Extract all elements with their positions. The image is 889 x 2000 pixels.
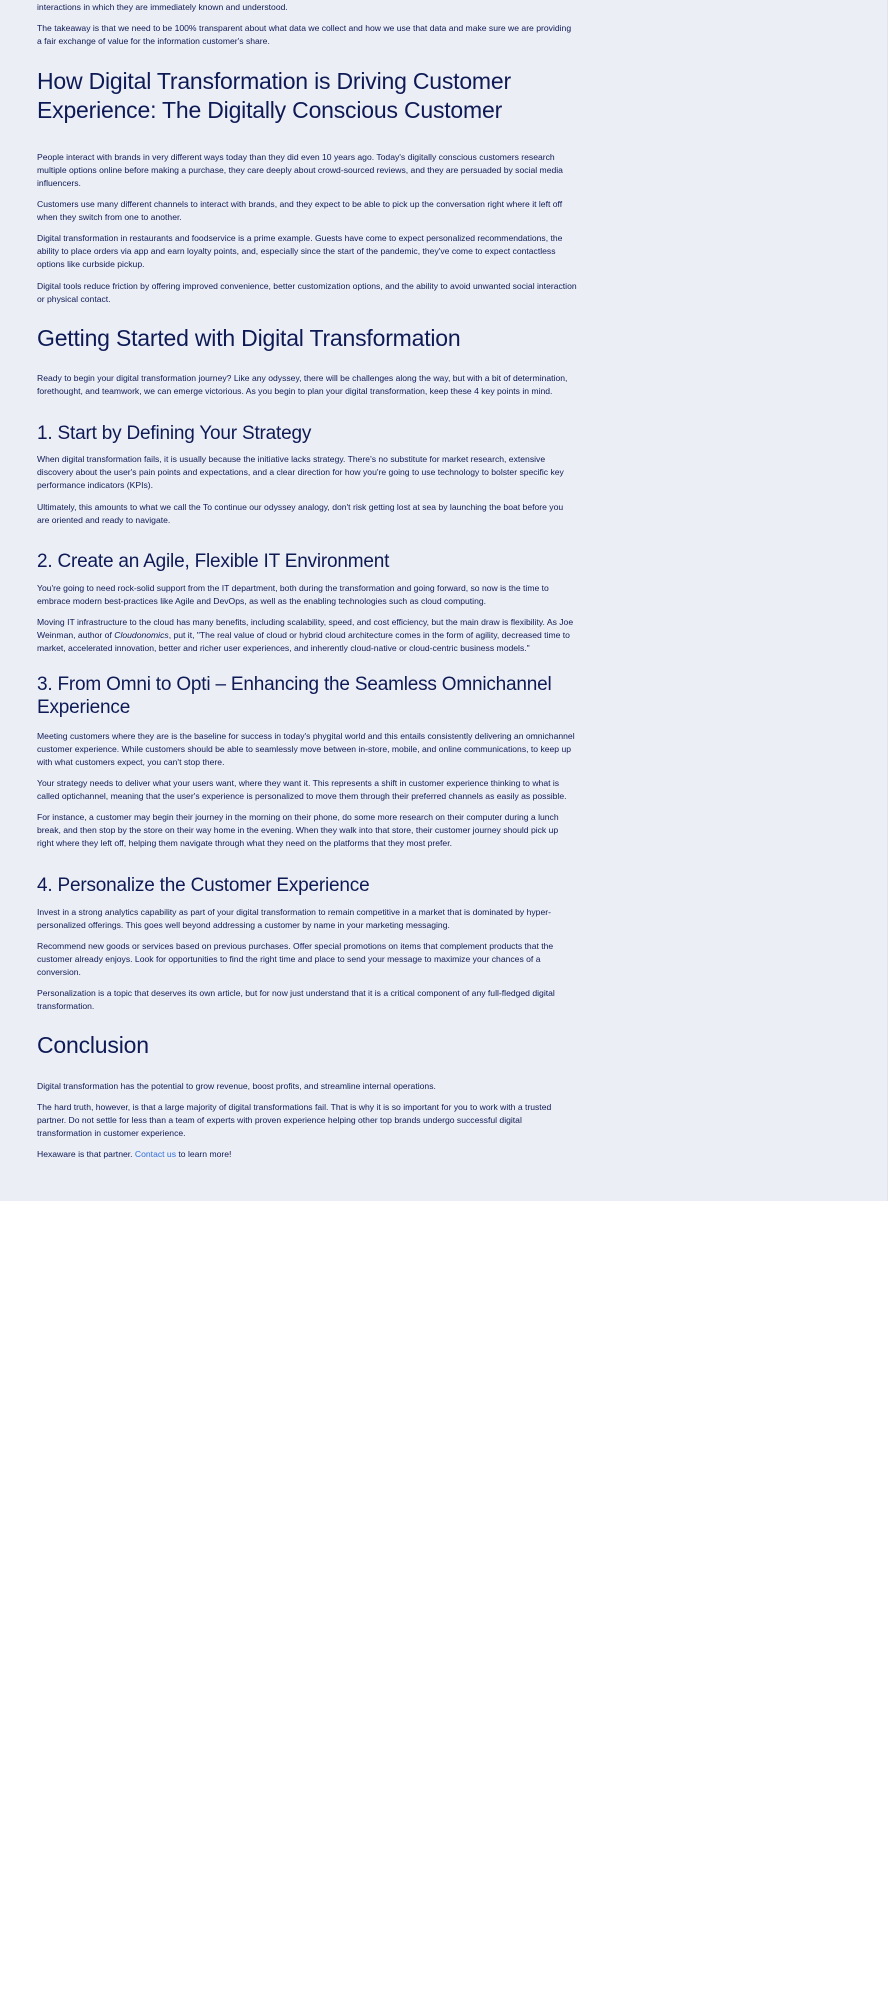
step-3-paragraph-2: Your strategy needs to deliver what your users want, where they want it. This represents a shift in customer experience thinking to what is called optichannel, meaning that the user's experience is personalized to move them through their preferred channels as easily as possible.	[37, 778, 567, 802]
contact-us-link[interactable]: Contact us	[134, 1149, 177, 1159]
intro-paragraph-1: interactions in which they are immediately known and understood.	[37, 2, 288, 12]
conclusion-paragraph-3-text-b: to learn more!	[176, 1149, 232, 1159]
getting-started-paragraph: Ready to begin your digital transformation journey? Like any odyssey, there will be challenges along the way, but with a bit of determination, forethought, and teamwork, we can emerge victorious. As you begin to plan your digital transformation, keep these 4 key points in mind.	[37, 373, 568, 397]
step-4-paragraph-2: Recommend new goods or services based on previous purchases. Offer special promotions on items that complement products that the customer already enjoys. Look for opportunities to find the right time and place to send your message to maximize your chances of a conversion.	[37, 941, 554, 978]
step-4-paragraph-1: Invest in a strong analytics capability as part of your digital transformation to remain competitive in a market that is dominated by hyper-personalized offerings. This goes well beyond addressing a customer by name in your marketing messaging.	[37, 907, 551, 931]
heading-step-4-personalize: 4. Personalize the Customer Experience	[37, 875, 370, 896]
step-1-paragraph-1: When digital transformation fails, it is usually because the initiative lacks strategy. There's no substitute for market research, extensive discovery about the user's pain points and expectations, and a clear direction for how you're going to use technology to bolster specific key performance indicators (KPIs).	[37, 454, 564, 491]
heading-getting-started: Getting Started with Digital Transformation	[37, 325, 461, 351]
digitally-conscious-paragraph-4: Digital tools reduce friction by offering improved convenience, better customization options, and the ability to avoid unwanted social interaction or physical contact.	[37, 281, 577, 305]
heading-conclusion: Conclusion	[37, 1032, 149, 1058]
conclusion-paragraph-3-text-a: Hexaware is that partner.	[37, 1149, 135, 1159]
conclusion-paragraph-3	[37, 1148, 577, 1161]
conclusion-paragraph-2: The hard truth, however, is that a large majority of digital transformations fail. That is why it is so important for you to work with a trusted partner. Do not settle for less than a team of experts with proven experience helping other top brands undergo successful digital transformation in customer experience.	[37, 1102, 552, 1139]
step-3-paragraph-1: Meeting customers where they are is the baseline for success in today's phygital world and this entails consistently delivering an omnichannel customer experience. While customers should be able to seamlessly move between in-store, mobile, and online communications, to keep up with what customers expect, you can't stop there.	[37, 731, 575, 768]
step-2-paragraph-2	[37, 616, 577, 656]
heading-digitally-conscious: How Digital Transformation is Driving Customer Experience: The Digitally Conscious Customer	[37, 68, 511, 123]
step-3-paragraph-3: For instance, a customer may begin their journey in the morning on their phone, do some more research on their computer during a lunch break, and then stop by the store on their way home in the evening. When they walk into that store, their customer journey should pick up right where they left off, helping them navigate through what they need on the platforms that they most prefer.	[37, 812, 559, 849]
digitally-conscious-paragraph-2: Customers use many different channels to interact with brands, and they expect to be able to pick up the conversation right where it left off when they switch from one to another.	[37, 199, 563, 223]
step-2-paragraph-2-text-a: Moving IT infrastructure to the cloud has many benefits, including scalability, speed, and cost efficiency, but the main draw is flexibility. As Joe Weinman, author of	[37, 617, 574, 641]
heading-step-2-it-environment: 2. Create an Agile, Flexible IT Environment	[37, 551, 390, 572]
step-2-paragraph-2-text-b: , put it, "The real value of cloud or hybrid cloud architecture comes in the form of agility, decreased time to market, accelerated innovation, better and richer user experiences, and inherently cloud-native or cloud-centric business models."	[37, 630, 570, 654]
digitally-conscious-paragraph-1: People interact with brands in very different ways today than they did even 10 years ago. Today's digitally conscious customers research multiple options online before making a purchase, they care deeply about crowd-sourced reviews, and they are persuaded by social media influencers.	[37, 152, 563, 189]
step-2-book-title: Cloudonomics	[114, 630, 169, 641]
heading-step-3-omnichannel: 3. From Omni to Opti – Enhancing the Seamless Omnichannel Experience	[37, 674, 552, 718]
step-2-paragraph-1: You're going to need rock-solid support from the IT department, both during the transformation and going forward, so now is the time to embrace modern best-practices like Agile and DevOps, as well as the enabling technologies such as cloud computing.	[37, 583, 549, 607]
step-1-paragraph-2: Ultimately, this amounts to what we call the To continue our odyssey analogy, don't risk getting lost at sea by launching the boat before you are oriented and ready to navigate.	[37, 502, 564, 526]
intro-paragraph-2: The takeaway is that we need to be 100% transparent about what data we collect and how we use that data and make sure we are providing a fair exchange of value for the information customer's share.	[37, 23, 572, 47]
digitally-conscious-paragraph-3: Digital transformation in restaurants and foodservice is a prime example. Guests have come to expect personalized recommendations, the ability to place orders via app and earn loyalty points, and, especially since the start of the pandemic, they've come to expect contactless options like curbside pickup.	[37, 233, 563, 270]
step-4-paragraph-3: Personalization is a topic that deserves its own article, but for now just understand that it is a critical component of any full-fledged digital transformation.	[37, 988, 555, 1012]
conclusion-paragraph-1: Digital transformation has the potential to grow revenue, boost profits, and streamline internal operations.	[37, 1081, 436, 1091]
heading-step-1-strategy: 1. Start by Defining Your Strategy	[37, 423, 312, 444]
